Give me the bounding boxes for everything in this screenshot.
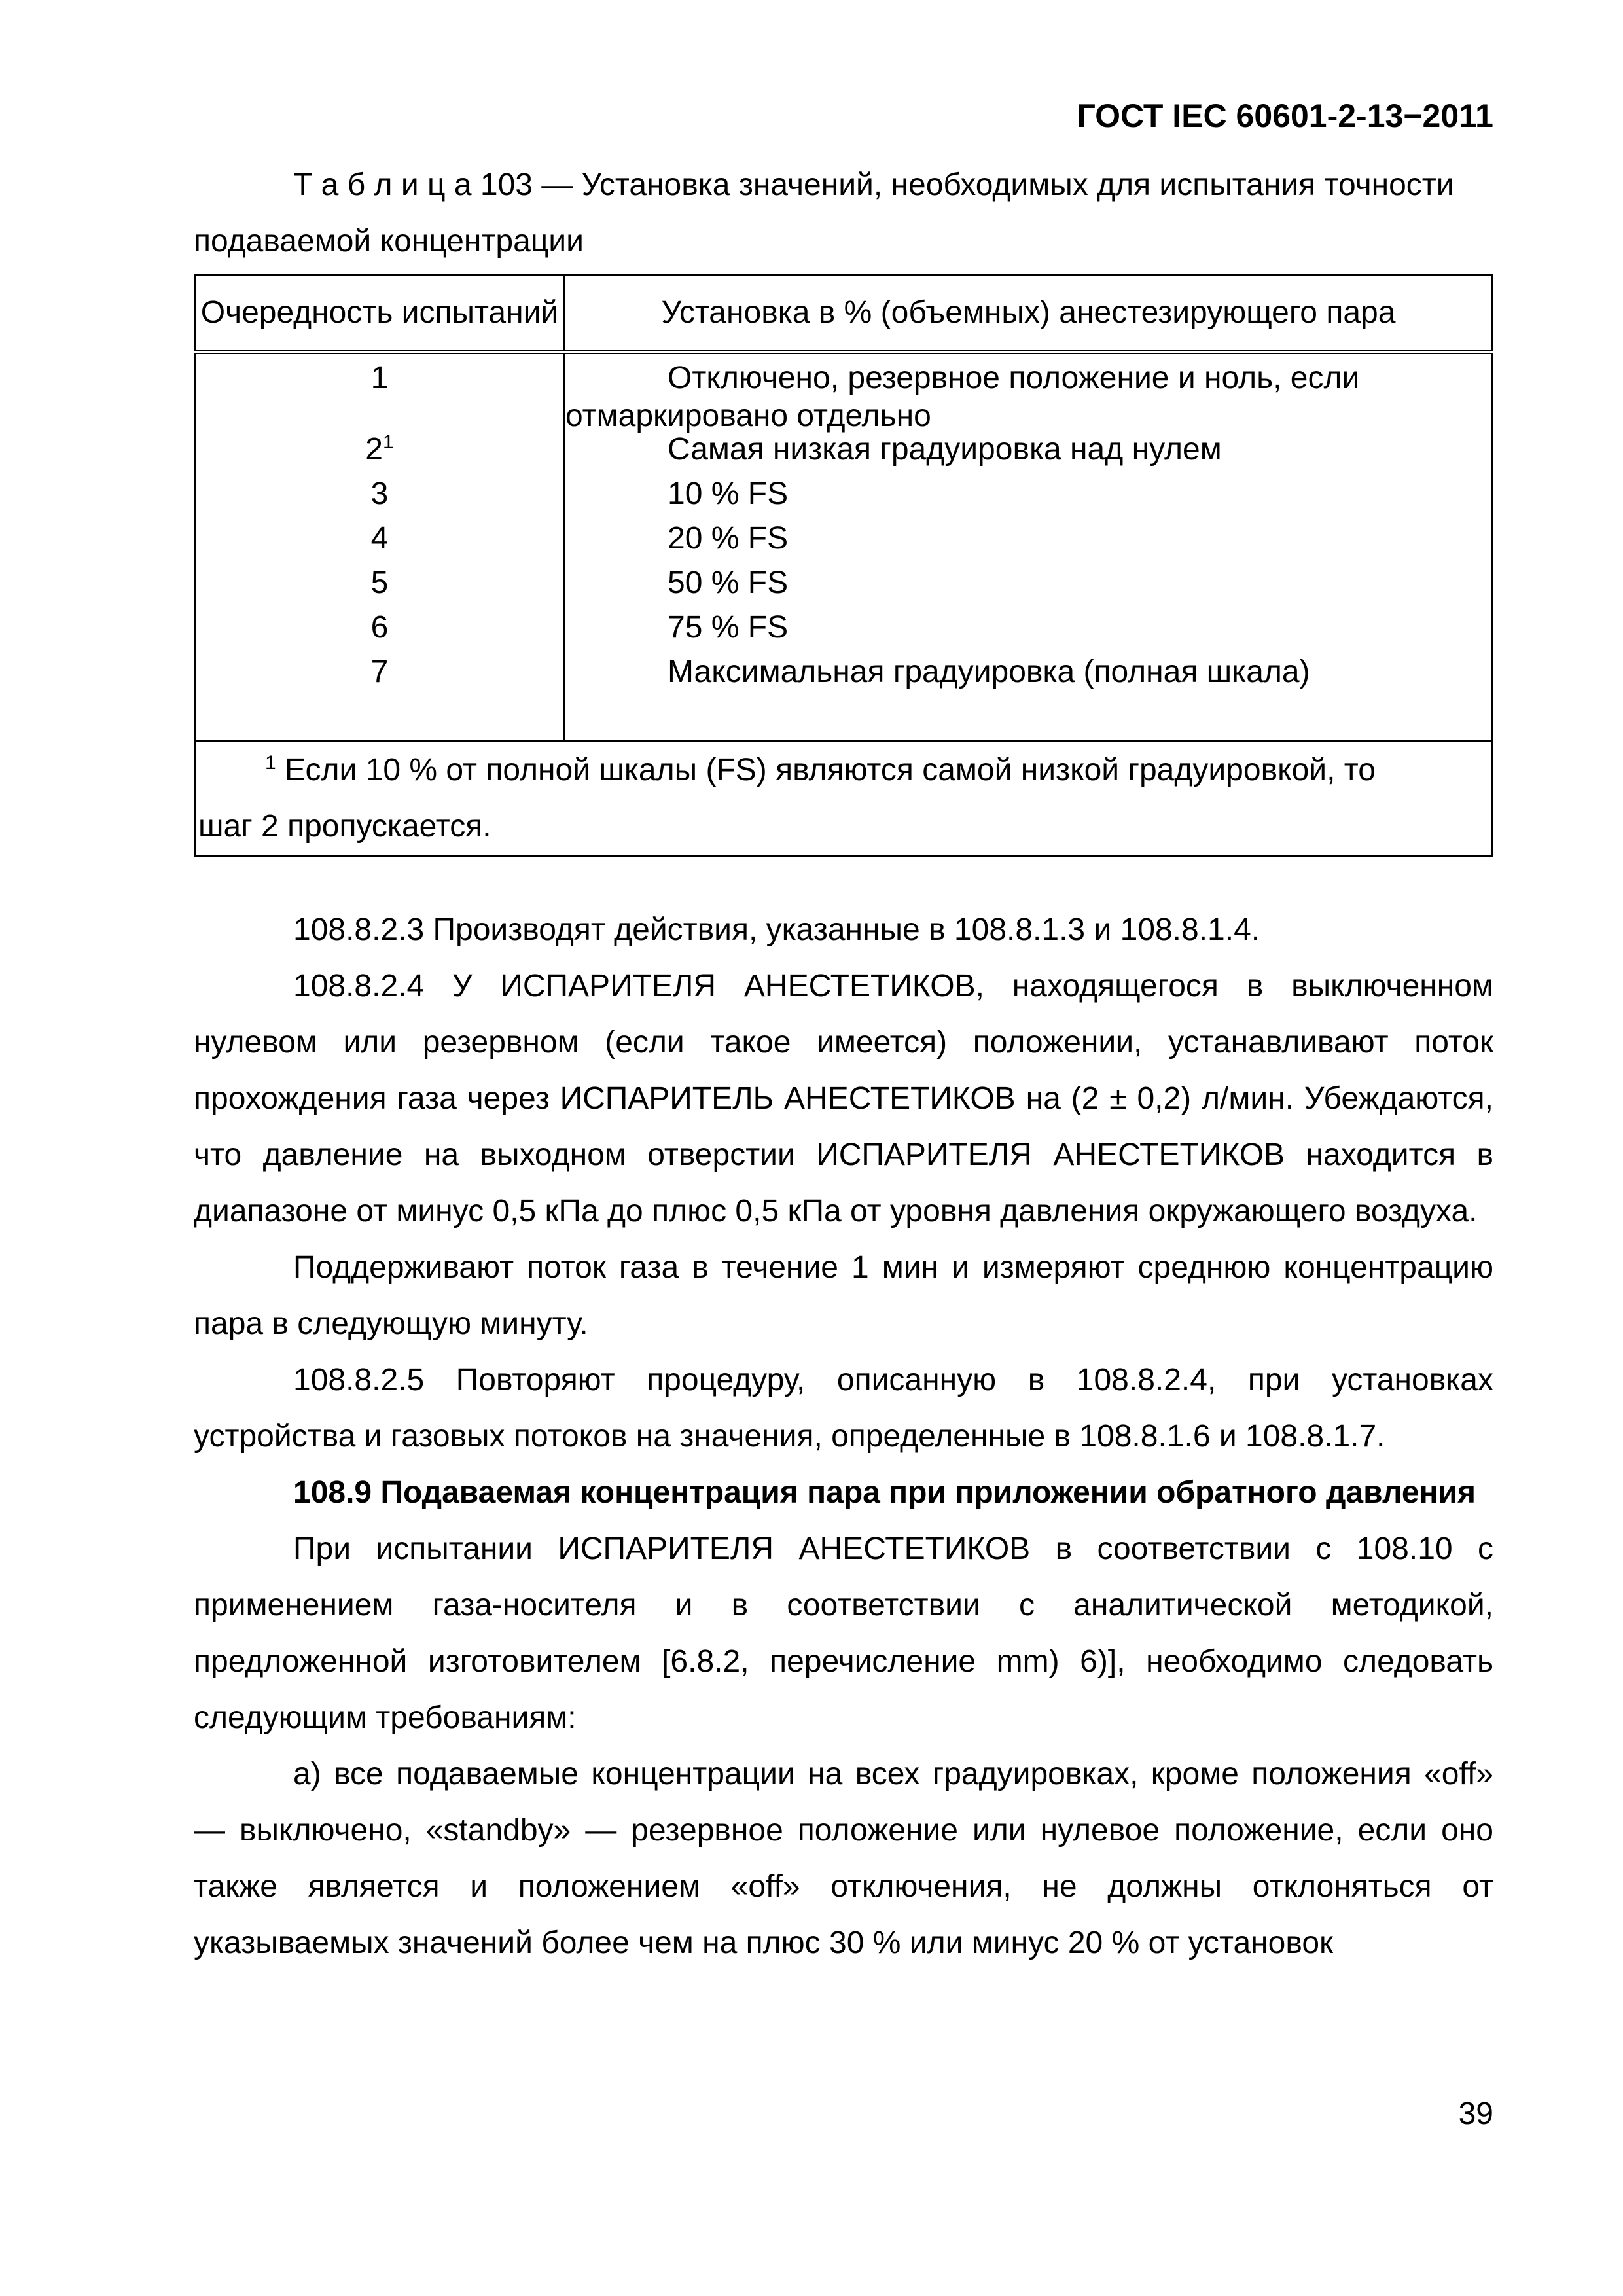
test-order-1: 1 (370, 361, 389, 395)
column-header-setting: Установка в % (объемных) анестезирующего пара (565, 275, 1493, 353)
test-order-cell (195, 352, 565, 742)
footnote-number: 1 (265, 752, 276, 774)
table-caption-line-2: подаваемой концентрации (194, 224, 584, 259)
table-caption-line-1: Т а б л и ц а 103 — Установка значений, необходимых для испытания точности (293, 168, 1454, 202)
column-header-test-order: Очередность испытаний (195, 275, 565, 353)
setting-7: Максимальная градуировка (полная шкала) (668, 655, 1310, 689)
table-caption (194, 157, 1493, 270)
test-order-2 (196, 427, 563, 472)
paragraph-test-requirements: При испытании ИСПАРИТЕЛЯ АНЕСТЕТИКОВ в соответствии с 108.10 с применением газа-носителя и в соответствии с аналитической методикой, предложенной изготовителем [6.8.2, перечисление mm) 6)], необходимо следовать следующим требованиям: (194, 1532, 1493, 1735)
setting-1 (565, 354, 1491, 433)
setting-3: 10 % FS (668, 476, 789, 511)
test-order-6: 6 (370, 610, 389, 645)
table-footnote-row (195, 742, 1493, 856)
test-order-4: 4 (370, 521, 389, 556)
test-order-7: 7 (370, 655, 389, 689)
setting-6: 75 % FS (668, 610, 789, 645)
footnote-text-1: Если 10 % от полной шкалы (FS) являются самой низкой градуировкой, то (276, 753, 1376, 787)
paragraph-gas-flow: Поддерживают поток газа в течение 1 мин и измеряют среднюю концентрацию пара в следующую минуту. (194, 1250, 1493, 1341)
paragraph-108-8-2-3: 108.8.2.3 Производят действия, указанные в 108.8.1.3 и 108.8.1.4. (293, 912, 1260, 947)
table-header-row (195, 275, 1493, 353)
setting-2: Самая низкая градуировка над нулем (668, 432, 1222, 467)
table-footnote (195, 742, 1493, 856)
test-order-3: 3 (370, 476, 389, 511)
setting-5: 50 % FS (668, 565, 789, 600)
setting-cell (565, 352, 1493, 742)
test-order-2-number: 2 (365, 432, 383, 467)
body-text (194, 902, 1493, 1971)
section-heading-108-9: 108.9 Подаваемая концентрация пара при приложении обратного давления (293, 1475, 1476, 1510)
document-code-header: ГОСТ IEC 60601-2-13−2011 (1077, 98, 1493, 134)
paragraph-108-8-2-4: 108.8.2.4 У ИСПАРИТЕЛЯ АНЕСТЕТИКОВ, находящегося в выключенном нулевом или резервном (если такое имеется) положении, устанавливают поток прохождения газа через ИСПАРИТЕЛЬ АНЕСТЕТИКОВ на (2 ± 0,2) л/мин. Убеждаются, что давление на выходном отверстии ИСПАРИТЕЛЯ АНЕСТЕТИКОВ находится в диапазоне от минус 0,5 кПа до плюс 0,5 кПа от уровня давления окружающего воздуха. (194, 969, 1493, 1229)
paragraph-item-a: а) все подаваемые концентрации на всех градуировках, кроме положения «off» — выключено, «standby» — резервное положение или нулевое положение, если оно также является и положением «off» отключения, не должны отклоняться от указываемых значений более чем на плюс 30 % или минус 20 % от установок (194, 1757, 1493, 1960)
footnote-mark: 1 (383, 431, 394, 453)
table-body-row (195, 352, 1493, 742)
page-number: 39 (1458, 2096, 1493, 2131)
footnote-line-2: шаг 2 пропускается. (198, 809, 491, 844)
setting-4: 20 % FS (668, 521, 789, 556)
settings-table (194, 274, 1493, 857)
setting-1-line-1: Отключено, резервное положение и ноль, если (668, 361, 1360, 395)
paragraph-108-8-2-5: 108.8.2.5 Повторяют процедуру, описанную в 108.8.2.4, при установках устройства и газовых потоков на значения, определенные в 108.8.1.6 и 108.8.1.7. (194, 1363, 1493, 1454)
footnote-line-1 (198, 742, 1489, 798)
setting-1-line-2: отмаркировано отдельно (565, 399, 931, 433)
test-order-5: 5 (370, 565, 389, 600)
